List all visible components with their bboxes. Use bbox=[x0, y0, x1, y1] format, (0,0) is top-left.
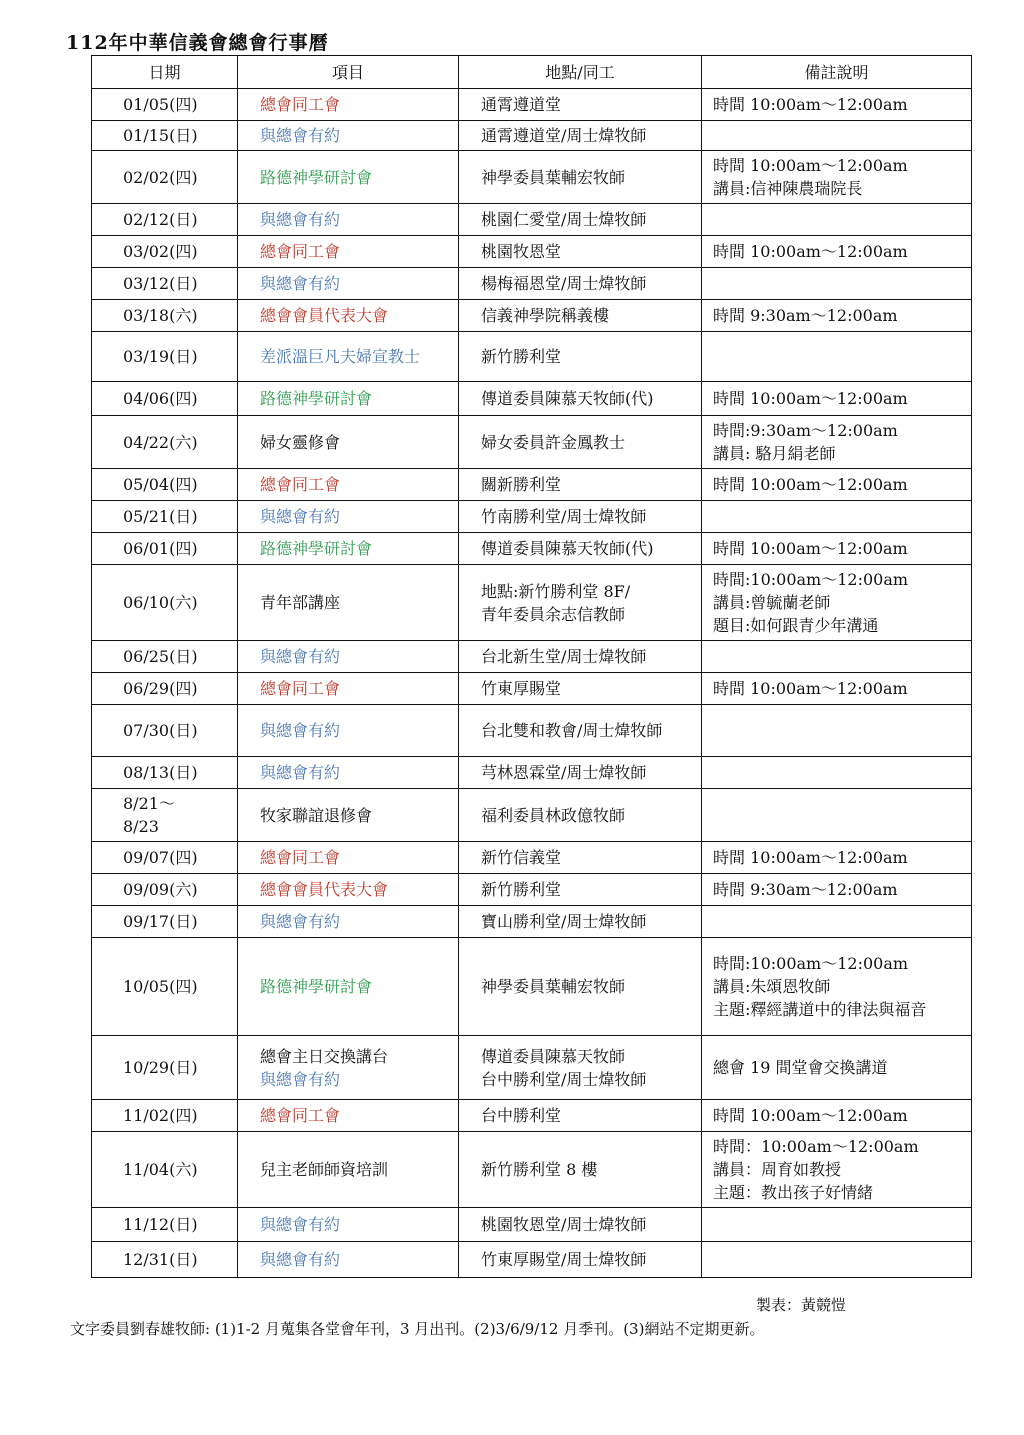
cell-note bbox=[702, 1242, 972, 1278]
date-text: 06/29(四) bbox=[123, 679, 198, 698]
item-text: 與總會有約 bbox=[260, 507, 341, 526]
cell-place bbox=[459, 533, 702, 565]
cell-item bbox=[238, 1036, 459, 1100]
cell-note bbox=[702, 533, 972, 565]
date-text: 01/15(日) bbox=[123, 126, 198, 145]
table-row bbox=[92, 236, 972, 268]
place-text: 台北新生堂/周士煒牧師 bbox=[481, 647, 647, 666]
cell-item bbox=[238, 757, 459, 789]
cell-date bbox=[92, 204, 238, 236]
cell-item bbox=[238, 705, 459, 757]
cell-place bbox=[459, 1208, 702, 1242]
item-text: 路德神學研討會 bbox=[260, 389, 373, 408]
note-text: 講員: 駱月絹老師 bbox=[713, 444, 836, 463]
cell-note bbox=[702, 705, 972, 757]
place-text: 新竹勝利堂 bbox=[481, 347, 562, 366]
date-text: 10/29(日) bbox=[123, 1058, 198, 1077]
cell-note bbox=[702, 842, 972, 874]
table-row bbox=[92, 565, 972, 641]
cell-note bbox=[702, 673, 972, 705]
table-row bbox=[92, 204, 972, 236]
item-text: 路德神學研討會 bbox=[260, 167, 373, 187]
cell-note bbox=[702, 89, 972, 121]
note-text: 時間 9:30am～12:00am bbox=[713, 306, 898, 325]
cell-date bbox=[92, 236, 238, 268]
place-text: 婦女委員許金鳳教士 bbox=[481, 432, 626, 452]
cell-note bbox=[702, 565, 972, 641]
item-text: 與總會有約 bbox=[260, 1250, 341, 1269]
cell-item bbox=[238, 121, 459, 151]
cell-note bbox=[702, 906, 972, 938]
cell-item bbox=[238, 1242, 459, 1278]
cell-place bbox=[459, 416, 702, 469]
place-text: 青年委員余志信教師 bbox=[481, 604, 626, 624]
cell-date bbox=[92, 1100, 238, 1132]
cell-note bbox=[702, 204, 972, 236]
cell-item bbox=[238, 236, 459, 268]
table-row bbox=[92, 1208, 972, 1242]
date-text: 01/05(四) bbox=[123, 95, 198, 114]
cell-date bbox=[92, 416, 238, 469]
cell-date bbox=[92, 151, 238, 204]
item-text: 路德神學研討會 bbox=[260, 977, 373, 996]
date-text: 03/18(六) bbox=[123, 306, 198, 325]
table-row bbox=[92, 1100, 972, 1132]
place-text: 桃園牧恩堂 bbox=[481, 242, 562, 261]
table-row bbox=[92, 1036, 972, 1100]
note-text: 時間 10:00am～12:00am bbox=[713, 539, 908, 558]
date-text: 08/13(日) bbox=[123, 763, 198, 782]
cell-date bbox=[92, 121, 238, 151]
date-text: 11/04(六) bbox=[123, 1160, 198, 1179]
note-text: 講員:朱頌恩牧師 bbox=[713, 977, 831, 996]
table-row bbox=[92, 673, 972, 705]
cell-date bbox=[92, 842, 238, 874]
header-date: 日期 bbox=[92, 56, 238, 89]
cell-date bbox=[92, 501, 238, 533]
date-text: 10/05(四) bbox=[123, 977, 198, 996]
date-text: 05/21(日) bbox=[123, 507, 198, 526]
cell-note bbox=[702, 874, 972, 906]
note-text: 時間 10:00am～12:00am bbox=[713, 475, 908, 494]
place-text: 桃園仁愛堂/周士煒牧師 bbox=[481, 210, 647, 229]
place-text: 新竹勝利堂 bbox=[481, 880, 562, 899]
table-row bbox=[92, 332, 972, 382]
cell-note bbox=[702, 1132, 972, 1208]
cell-place bbox=[459, 789, 702, 842]
item-text: 總會同工會 bbox=[260, 1106, 341, 1125]
cell-item bbox=[238, 673, 459, 705]
date-text: 12/31(日) bbox=[123, 1250, 198, 1269]
cell-note bbox=[702, 382, 972, 416]
table-row bbox=[92, 842, 972, 874]
date-text: 09/09(六) bbox=[123, 880, 198, 899]
cell-date bbox=[92, 938, 238, 1036]
place-text: 台北雙和教會/周士煒牧師 bbox=[481, 721, 663, 740]
cell-place bbox=[459, 236, 702, 268]
cell-date bbox=[92, 1132, 238, 1208]
date-text: 03/12(日) bbox=[123, 274, 198, 293]
date-text: 04/06(四) bbox=[123, 389, 198, 408]
item-text: 青年部講座 bbox=[260, 593, 341, 612]
cell-note bbox=[702, 1208, 972, 1242]
date-text: 02/02(四) bbox=[123, 167, 198, 187]
table-row bbox=[92, 121, 972, 151]
cell-note bbox=[702, 789, 972, 842]
cell-note bbox=[702, 121, 972, 151]
item-text: 與總會有約 bbox=[260, 647, 341, 666]
place-text: 傳道委員陳慕天牧師 bbox=[481, 1046, 626, 1066]
place-text: 竹東厚賜堂 bbox=[481, 679, 562, 698]
cell-place bbox=[459, 906, 702, 938]
place-text: 芎林恩霖堂/周士煒牧師 bbox=[481, 763, 647, 782]
cell-date bbox=[92, 382, 238, 416]
cell-note bbox=[702, 501, 972, 533]
document-title: 112年中華信義會總會行事曆 bbox=[66, 32, 329, 54]
cell-date bbox=[92, 757, 238, 789]
note-text: 講員:信神陳農瑞院長 bbox=[713, 179, 863, 198]
note-text: 時間:10:00am～12:00am bbox=[713, 570, 909, 589]
cell-note bbox=[702, 416, 972, 469]
table-header-row bbox=[92, 56, 972, 89]
table-row bbox=[92, 416, 972, 469]
table-row bbox=[92, 641, 972, 673]
item-text: 婦女靈修會 bbox=[260, 432, 341, 452]
date-text: 8/21～8/23 bbox=[123, 794, 175, 836]
item-text: 差派溫巨凡夫婦宣教士 bbox=[260, 347, 421, 366]
cell-item bbox=[238, 501, 459, 533]
cell-date bbox=[92, 1242, 238, 1278]
cell-note bbox=[702, 300, 972, 332]
cell-item bbox=[238, 332, 459, 382]
note-text: 講員:曾毓蘭老師 bbox=[713, 593, 831, 612]
cell-item bbox=[238, 300, 459, 332]
cell-place bbox=[459, 204, 702, 236]
table-row bbox=[92, 382, 972, 416]
place-text: 通霄遵道堂 bbox=[481, 95, 562, 114]
note-text: 主題：教出孩子好情緒 bbox=[713, 1183, 874, 1202]
table-row bbox=[92, 300, 972, 332]
place-text: 地點:新竹勝利堂 8F/ bbox=[481, 581, 631, 601]
cell-place bbox=[459, 300, 702, 332]
place-text: 傳道委員陳慕天牧師(代) bbox=[481, 539, 654, 558]
item-text: 與總會有約 bbox=[260, 1215, 341, 1234]
place-text: 通霄遵道堂/周士煒牧師 bbox=[481, 126, 647, 145]
note-text: 時間 10:00am～12:00am bbox=[713, 1106, 908, 1125]
item-text: 與總會有約 bbox=[260, 763, 341, 782]
cell-date bbox=[92, 300, 238, 332]
footer-note: 文字委員劉春雄牧師: (1)1-2 月蒐集各堂會年刊，3 月出刊。(2)3/6/9/12 月季刊。(3)網站不定期更新。 bbox=[70, 1320, 765, 1338]
cell-place bbox=[459, 1036, 702, 1100]
header-note: 備註說明 bbox=[702, 56, 972, 89]
date-text: 02/12(日) bbox=[123, 210, 198, 229]
item-text: 兒主老師師資培訓 bbox=[260, 1160, 389, 1179]
cell-item bbox=[238, 842, 459, 874]
place-text: 關新勝利堂 bbox=[481, 475, 562, 494]
cell-note bbox=[702, 268, 972, 300]
cell-date bbox=[92, 641, 238, 673]
item-text: 總會同工會 bbox=[260, 475, 341, 494]
note-text: 時間:9:30am～12:00am bbox=[713, 421, 898, 440]
date-text: 06/10(六) bbox=[123, 593, 198, 612]
cell-date bbox=[92, 1036, 238, 1100]
cell-date bbox=[92, 1208, 238, 1242]
cell-item bbox=[238, 1208, 459, 1242]
cell-place bbox=[459, 1100, 702, 1132]
item-text: 總會同工會 bbox=[260, 848, 341, 867]
place-text: 楊梅福恩堂/周士煒牧師 bbox=[481, 274, 647, 293]
note-text: 時間 10:00am～12:00am bbox=[713, 389, 908, 408]
cell-item bbox=[238, 533, 459, 565]
place-text: 台中勝利堂/周士煒牧師 bbox=[481, 1069, 647, 1089]
schedule-body bbox=[92, 89, 972, 1278]
cell-date bbox=[92, 469, 238, 501]
cell-place bbox=[459, 382, 702, 416]
item-text: 總會同工會 bbox=[260, 242, 341, 261]
table-row bbox=[92, 938, 972, 1036]
cell-date bbox=[92, 789, 238, 842]
item-text: 總會主日交換講台 bbox=[260, 1046, 389, 1066]
item-text: 總會會員代表大會 bbox=[260, 880, 389, 899]
cell-item bbox=[238, 874, 459, 906]
table-row bbox=[92, 789, 972, 842]
cell-place bbox=[459, 121, 702, 151]
table-row bbox=[92, 501, 972, 533]
table-row bbox=[92, 705, 972, 757]
cell-item bbox=[238, 641, 459, 673]
item-text: 與總會有約 bbox=[260, 126, 341, 145]
cell-place bbox=[459, 151, 702, 204]
note-text: 時間:10:00am～12:00am bbox=[713, 954, 909, 973]
cell-place bbox=[459, 268, 702, 300]
cell-item bbox=[238, 151, 459, 204]
table-row bbox=[92, 533, 972, 565]
cell-item bbox=[238, 565, 459, 641]
cell-note bbox=[702, 151, 972, 204]
note-text: 時間 10:00am～12:00am bbox=[713, 156, 908, 175]
note-text: 時間 9:30am～12:00am bbox=[713, 880, 898, 899]
cell-date bbox=[92, 268, 238, 300]
cell-item bbox=[238, 382, 459, 416]
note-text: 題目:如何跟青少年溝通 bbox=[713, 616, 879, 635]
place-text: 神學委員葉輔宏牧師 bbox=[481, 977, 626, 996]
cell-note bbox=[702, 469, 972, 501]
cell-note bbox=[702, 1100, 972, 1132]
cell-item bbox=[238, 906, 459, 938]
cell-place bbox=[459, 1132, 702, 1208]
table-row bbox=[92, 268, 972, 300]
note-text: 主題:釋經講道中的律法與福音 bbox=[713, 1000, 927, 1019]
cell-place bbox=[459, 89, 702, 121]
item-text: 與總會有約 bbox=[260, 274, 341, 293]
cell-place bbox=[459, 842, 702, 874]
cell-date bbox=[92, 533, 238, 565]
cell-note bbox=[702, 236, 972, 268]
date-text: 06/01(四) bbox=[123, 539, 198, 558]
cell-item bbox=[238, 416, 459, 469]
cell-item bbox=[238, 469, 459, 501]
item-text: 總會同工會 bbox=[260, 95, 341, 114]
table-row bbox=[92, 874, 972, 906]
cell-date bbox=[92, 673, 238, 705]
cell-note bbox=[702, 641, 972, 673]
place-text: 竹南勝利堂/周士煒牧師 bbox=[481, 507, 647, 526]
date-text: 03/19(日) bbox=[123, 347, 198, 366]
note-text: 時間：10:00am～12:00am bbox=[713, 1137, 919, 1156]
cell-place bbox=[459, 673, 702, 705]
item-text: 牧家聯誼退修會 bbox=[260, 805, 373, 825]
table-row bbox=[92, 757, 972, 789]
cell-date bbox=[92, 906, 238, 938]
cell-place bbox=[459, 501, 702, 533]
item-text: 與總會有約 bbox=[260, 721, 341, 740]
cell-place bbox=[459, 874, 702, 906]
date-text: 04/22(六) bbox=[123, 432, 198, 452]
table-row bbox=[92, 1242, 972, 1278]
item-text: 總會同工會 bbox=[260, 679, 341, 698]
place-text: 福利委員林政億牧師 bbox=[481, 805, 626, 825]
place-text: 新竹信義堂 bbox=[481, 848, 562, 867]
cell-place bbox=[459, 469, 702, 501]
cell-date bbox=[92, 332, 238, 382]
cell-item bbox=[238, 89, 459, 121]
place-text: 新竹勝利堂 8 樓 bbox=[481, 1160, 598, 1179]
cell-place bbox=[459, 1242, 702, 1278]
cell-item bbox=[238, 1132, 459, 1208]
place-text: 竹東厚賜堂/周士煒牧師 bbox=[481, 1250, 647, 1269]
cell-note bbox=[702, 757, 972, 789]
cell-note bbox=[702, 1036, 972, 1100]
note-text: 時間 10:00am～12:00am bbox=[713, 679, 908, 698]
cell-item bbox=[238, 1100, 459, 1132]
cell-item bbox=[238, 204, 459, 236]
date-text: 07/30(日) bbox=[123, 721, 198, 740]
note-text: 總會 19 間堂會交換講道 bbox=[713, 1058, 888, 1077]
table-row bbox=[92, 151, 972, 204]
date-text: 05/04(四) bbox=[123, 475, 198, 494]
place-text: 台中勝利堂 bbox=[481, 1106, 562, 1125]
place-text: 神學委員葉輔宏牧師 bbox=[481, 167, 626, 187]
cell-item bbox=[238, 938, 459, 1036]
cell-place bbox=[459, 565, 702, 641]
cell-place bbox=[459, 938, 702, 1036]
cell-date bbox=[92, 565, 238, 641]
place-text: 信義神學院稱義樓 bbox=[481, 306, 610, 325]
cell-place bbox=[459, 641, 702, 673]
cell-note bbox=[702, 332, 972, 382]
cell-date bbox=[92, 874, 238, 906]
item-text: 總會會員代表大會 bbox=[260, 306, 389, 325]
item-text: 與總會有約 bbox=[260, 1069, 341, 1089]
note-text: 時間 10:00am～12:00am bbox=[713, 95, 908, 114]
table-row bbox=[92, 89, 972, 121]
cell-item bbox=[238, 789, 459, 842]
cell-note bbox=[702, 938, 972, 1036]
table-row bbox=[92, 906, 972, 938]
date-text: 09/17(日) bbox=[123, 912, 198, 931]
note-text: 講員：周育如教授 bbox=[713, 1160, 842, 1179]
date-text: 06/25(日) bbox=[123, 647, 198, 666]
table-row bbox=[92, 469, 972, 501]
item-text: 與總會有約 bbox=[260, 210, 341, 229]
cell-place bbox=[459, 757, 702, 789]
date-text: 11/02(四) bbox=[123, 1106, 198, 1125]
cell-place bbox=[459, 332, 702, 382]
schedule-table bbox=[91, 55, 972, 1278]
cell-date bbox=[92, 89, 238, 121]
header-item: 項目 bbox=[238, 56, 459, 89]
cell-place bbox=[459, 705, 702, 757]
header-place: 地點/同工 bbox=[459, 56, 702, 89]
cell-item bbox=[238, 268, 459, 300]
item-text: 與總會有約 bbox=[260, 912, 341, 931]
place-text: 寶山勝利堂/周士煒牧師 bbox=[481, 912, 647, 931]
note-text: 時間 10:00am～12:00am bbox=[713, 242, 908, 261]
item-text: 路德神學研討會 bbox=[260, 539, 373, 558]
date-text: 03/02(四) bbox=[123, 242, 198, 261]
date-text: 09/07(四) bbox=[123, 848, 198, 867]
note-text: 時間 10:00am～12:00am bbox=[713, 848, 908, 867]
date-text: 11/12(日) bbox=[123, 1215, 198, 1234]
cell-date bbox=[92, 705, 238, 757]
place-text: 傳道委員陳慕天牧師(代) bbox=[481, 389, 654, 408]
place-text: 桃園牧恩堂/周士煒牧師 bbox=[481, 1215, 647, 1234]
prepared-by: 製表：黃競愷 bbox=[756, 1296, 847, 1314]
table-row bbox=[92, 1132, 972, 1208]
